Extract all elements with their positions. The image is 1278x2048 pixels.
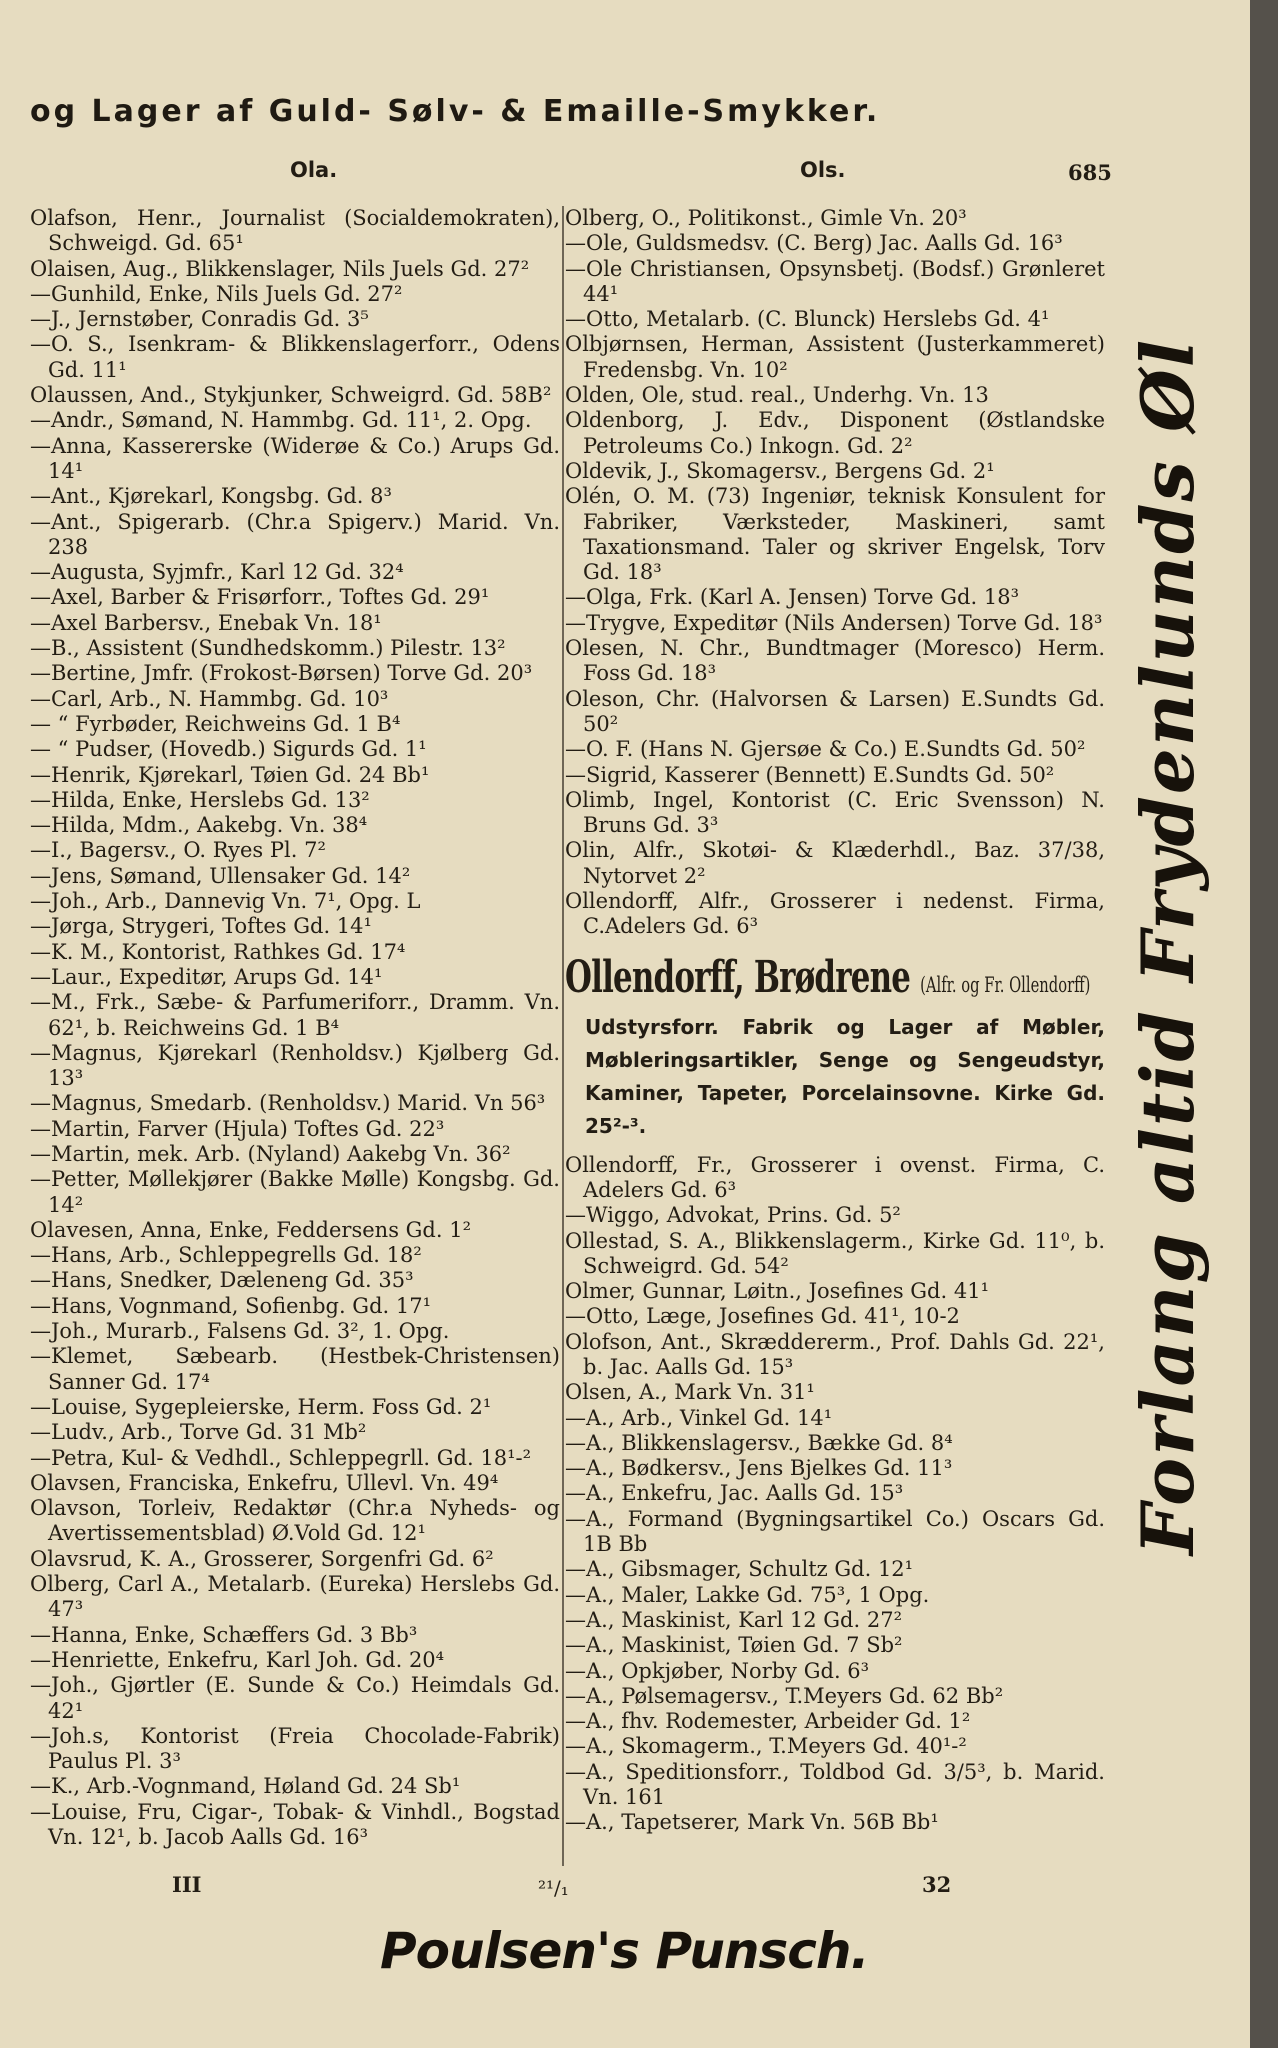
directory-entry: —A., Blikkenslagersv., Bække Gd. 8⁴ [565,1430,953,1455]
directory-entry: —A., Bødkersv., Jens Bjelkes Gd. 11³ [565,1456,953,1481]
directory-entry: —A., fhv. Rodemester, Arbeider Gd. 1² [565,1709,971,1734]
directory-entry: —Olga, Frk. (Karl A. Jensen) Torve Gd. 18³ [565,585,1019,610]
directory-entry: Olavsrud, K. A., Grosserer, Sorgenfri Gd. 6² [30,1546,494,1571]
directory-entry: —Henrik, Kjørekarl, Tøien Gd. 24 Bb¹ [30,762,430,787]
directory-entry: —A., Maskinist, Karl 12 Gd. 27² [565,1607,902,1632]
directory-entry: —Laur., Expeditør, Arups Gd. 14¹ [30,964,383,989]
directory-entry: Oldevik, J., Skomagersv., Bergens Gd. 2¹ [565,458,995,483]
directory-entry: Olden, Ole, stud. real., Underhg. Vn. 13 [565,383,989,408]
firm-owners: (Alfr. og Fr. Ollendorff) [920,972,1091,997]
directory-entry: —Petra, Kul- & Vedhdl., Schleppegrll. Gd. 18¹-² [30,1445,532,1470]
directory-entry: Olin, Alfr., Skotøi- & Klæderhdl., Baz. 37/38, Nytorvet 2² [565,838,1105,888]
directory-entry: —Hanna, Enke, Schæffers Gd. 3 Bb³ [30,1622,418,1647]
directory-entry: Olavson, Torleiv, Redaktør (Chr.a Nyheds- og Avertissementsblad) Ø.Vold Gd. 12¹ [30,1496,560,1546]
directory-entry: —Ole Christiansen, Opsynsbetj. (Bodsf.) Grønleret 44¹ [565,256,1105,306]
directory-entry: —I., Bagersv., O. Ryes Pl. 7² [30,838,326,863]
directory-entry: —A., Formand (Bygningsartikel Co.) Oscars Gd. 1B Bb [565,1506,1105,1557]
directory-entry: —Ant., Kjørekarl, Kongsbg. Gd. 8³ [30,484,392,509]
directory-entry: Olmer, Gunnar, Løitn., Josefines Gd. 41¹ [565,1279,989,1304]
directory-entry: —Carl, Arb., N. Hammbg. Gd. 10³ [30,686,389,711]
directory-entry: —Axel, Barber & Frisørforr., Toftes Gd. 29¹ [30,585,490,610]
footer-left: III [172,1872,202,1897]
directory-entry: —Otto, Læge, Josefines Gd. 41¹, 10-2 [565,1304,960,1329]
directory-entry: Olesen, N. Chr., Bundtmager (Moresco) Herm. Foss Gd. 18³ [565,636,1105,686]
directory-entry: —Joh., Arb., Dannevig Vn. 7¹, Opg. L [30,889,421,914]
directory-entry: Oldenborg, J. Edv., Disponent (Østlandske Petroleums Co.) Inkogn. Gd. 2² [565,408,1105,458]
page-number: 685 [1068,160,1112,185]
directory-entry: —Sigrid, Kasserer (Bennett) E.Sundts Gd. 50² [565,762,1055,787]
directory-entry: —O. F. (Hans N. Gjersøe & Co.) E.Sundts Gd. 50² [565,737,1086,762]
footer-right: 32 [922,1872,952,1897]
directory-entry: —O. S., Isenkram- & Blikkenslagerforr., Odens Gd. 11¹ [30,332,560,382]
firm-name: Ollendorff, Brødrene (Alfr. og Fr. Ollendorff) [565,951,1091,1003]
directory-entry: Ollestad, S. A., Blikkenslagerm., Kirke Gd. 11⁰, b. Schweigrd. Gd. 54² [565,1228,1105,1278]
directory-entry: —A., Enkefru, Jac. Aalls Gd. 15³ [565,1481,904,1506]
directory-entry: —M., Frk., Sæbe- & Parfumeriforr., Dramm. Vn. 62¹, b. Reichweins Gd. 1 B⁴ [30,990,560,1040]
directory-entry: —J., Jernstøber, Conradis Gd. 3⁵ [30,307,369,332]
directory-entry: Olofson, Ant., Skræddererm., Prof. Dahls Gd. 22¹, b. Jac. Aalls Gd. 15³ [565,1329,1105,1379]
directory-entry: —Axel Barbersv., Enebak Vn. 18¹ [30,610,382,635]
directory-entry: — “ Fyrbøder, Reichweins Gd. 1 B⁴ [30,711,401,736]
directory-entry: —Hans, Arb., Schleppegrells Gd. 18² [30,1243,422,1268]
directory-entry: —Louise, Sygepleierske, Herm. Foss Gd. 2¹ [30,1394,492,1419]
left-column-heading: Ola. [290,158,338,182]
directory-entry: —Hilda, Enke, Herslebs Gd. 13² [30,787,370,812]
directory-entry: Olén, O. M. (73) Ingeniør, teknisk Konsulent for Fabriker, Værksteder, Maskineri, samt Taxationsmand. Taler og skriver Engelsk, Torv Gd. 18³ [565,484,1105,585]
directory-entry: —Trygve, Expeditør (Nils Andersen) Torve Gd. 18³ [565,610,1103,635]
directory-entry: —Ant., Spigerarb. (Chr.a Spigerv.) Marid. Vn. 238 [30,509,560,559]
left-column [30,206,560,1850]
directory-entry: —Jens, Sømand, Ullensaker Gd. 14² [30,863,411,888]
side-advertisement: Forlang altid Frydenlunds Øl [1125,337,1210,1555]
directory-entry: —Henriette, Enkefru, Karl Joh. Gd. 20⁴ [30,1647,445,1672]
footer-middle: ²¹/₁ [538,1876,569,1900]
column-divider [562,206,564,1866]
directory-entry: —Andr., Sømand, N. Hammbg. Gd. 11¹, 2. Opg. [30,408,532,433]
directory-entry: Ollendorff, Fr., Grosserer i ovenst. Firma, C. Adelers Gd. 6³ [565,1152,1105,1202]
right-column [565,206,1105,1836]
directory-entry: —Magnus, Kjørekarl (Renholdsv.) Kjølberg Gd. 13³ [30,1040,560,1091]
directory-entry: —Augusta, Syjmfr., Karl 12 Gd. 32⁴ [30,560,404,585]
directory-entry: —Bertine, Jmfr. (Frokost-Børsen) Torve Gd. 20³ [30,661,533,686]
directory-entry: —Louise, Fru, Cigar-, Tobak- & Vinhdl., Bogstad Vn. 12¹, b. Jacob Aalls Gd. 16³ [30,1799,560,1849]
directory-entry: —Jørga, Strygeri, Toftes Gd. 14¹ [30,914,372,939]
directory-entry: —A., Skomagerm., T.Meyers Gd. 40¹-² [565,1734,967,1759]
directory-entry: —Hilda, Mdm., Aakebg. Vn. 38⁴ [30,813,368,838]
directory-entry: —A., Speditionsforr., Toldbod Gd. 3/5³, b. Marid. Vn. 161 [565,1759,1105,1810]
directory-entry: Olberg, O., Politikonst., Gimle Vn. 20³ [565,206,967,230]
directory-entry: —A., Opkjøber, Norby Gd. 6³ [565,1658,870,1683]
directory-entry: —Martin, Farver (Hjula) Toftes Gd. 22³ [30,1116,445,1141]
bottom-advertisement: Poulsen's Punsch. [380,1922,869,1980]
directory-entry: —Joh., Murarb., Falsens Gd. 3², 1. Opg. [30,1319,450,1344]
directory-entry: Olimb, Ingel, Kontorist (C. Eric Svensson) N. Bruns Gd. 3³ [565,787,1105,838]
directory-entry: —K. M., Kontorist, Rathkes Gd. 17⁴ [30,939,406,964]
page-edge [1250,0,1278,2048]
directory-entry: —Magnus, Smedarb. (Renholdsv.) Marid. Vn 56³ [30,1091,546,1116]
directory-entry: Olberg, Carl A., Metalarb. (Eureka) Herslebs Gd. 47³ [30,1572,560,1622]
directory-entry: —A., Gibsmager, Schultz Gd. 12¹ [565,1557,914,1582]
directory-entry: Oleson, Chr. (Halvorsen & Larsen) E.Sundts Gd. 50² [565,686,1105,736]
directory-entry: —Martin, mek. Arb. (Nyland) Aakebg Vn. 36² [30,1141,511,1166]
directory-entry: —Joh., Gjørtler (E. Sunde & Co.) Heimdals Gd. 42¹ [30,1673,560,1723]
directory-entry: —Anna, Kassererske (Widerøe & Co.) Arups Gd. 14¹ [30,433,560,483]
directory-entry: —A., Maler, Lakke Gd. 75³, 1 Opg. [565,1582,930,1607]
directory-entry: —Klemet, Sæbearb. (Hestbek-Christensen) Sanner Gd. 17⁴ [30,1344,560,1394]
right-column-heading: Ols. [800,158,846,182]
directory-entry: Olaussen, And., Stykjunker, Schweigrd. Gd. 58B² [30,383,552,408]
directory-entry: —Ludv., Arb., Torve Gd. 31 Mb² [30,1420,367,1445]
directory-entry: —A., Maskinist, Tøien Gd. 7 Sb² [565,1633,903,1658]
directory-entry: —Hans, Vognmand, Sofienbg. Gd. 17¹ [30,1293,432,1318]
directory-entry: —A., Arb., Vinkel Gd. 14¹ [565,1405,833,1430]
directory-entry: —Hans, Snedker, Dæleneng Gd. 35³ [30,1268,414,1293]
directory-entry: —Wiggo, Advokat, Prins. Gd. 5² [565,1203,901,1228]
directory-entry: —K., Arb.-Vognmand, Høland Gd. 24 Sb¹ [30,1774,461,1799]
directory-entry: —Otto, Metalarb. (C. Blunck) Herslebs Gd. 4¹ [565,307,1050,332]
firm-description: Udstyrsforr. Fabrik og Lager af Møbler, Møbleringsartikler, Senge og Sengeudstyr, Kaminer, Tapeter, Porcelainsovne. Kirke Gd. 25²-³. [585,1014,1105,1138]
directory-entry: —Petter, Møllekjører (Bakke Mølle) Kongsbg. Gd. 14² [30,1167,560,1217]
directory-entry: Ollendorff, Alfr., Grosserer i nedenst. Firma, C.Adelers Gd. 6³ [565,889,1105,939]
directory-entry: Olsen, A., Mark Vn. 31¹ [565,1380,815,1405]
directory-entry: —Gunhild, Enke, Nils Juels Gd. 27² [30,281,403,306]
directory-entry: —Joh.s, Kontorist (Freia Chocolade-Fabrik) Paulus Pl. 3³ [30,1723,560,1774]
directory-entry: —Ole, Guldsmedsv. (C. Berg) Jac. Aalls Gd. 16³ [565,231,1063,256]
directory-entry: Olavsen, Franciska, Enkefru, Ullevl. Vn. 49⁴ [30,1470,499,1495]
directory-entry: Olaisen, Aug., Blikkenslager, Nils Juels Gd. 27² [30,256,530,281]
directory-entry: Olbjørnsen, Herman, Assistent (Justerkammeret) Fredensbg. Vn. 10² [565,332,1105,382]
directory-entry: —A., Tapetserer, Mark Vn. 56B Bb¹ [565,1810,939,1835]
directory-entry: —A., Pølsemagersv., T.Meyers Gd. 62 Bb² [565,1683,1004,1708]
directory-entry: Olavesen, Anna, Enke, Feddersens Gd. 1² [30,1217,471,1242]
firm-advertisement [565,952,1105,1143]
directory-entry: —B., Assistent (Sundhedskomm.) Pilestr. 13² [30,636,506,661]
top-banner-ad: og Lager af Guld- Sølv- & Emaille-Smykker. [30,94,881,129]
directory-entry: Olafson, Henr., Journalist (Socialdemokraten), Schweigd. Gd. 65¹ [30,206,560,256]
directory-entry: — “ Pudser, (Hovedb.) Sigurds Gd. 1¹ [30,737,427,762]
